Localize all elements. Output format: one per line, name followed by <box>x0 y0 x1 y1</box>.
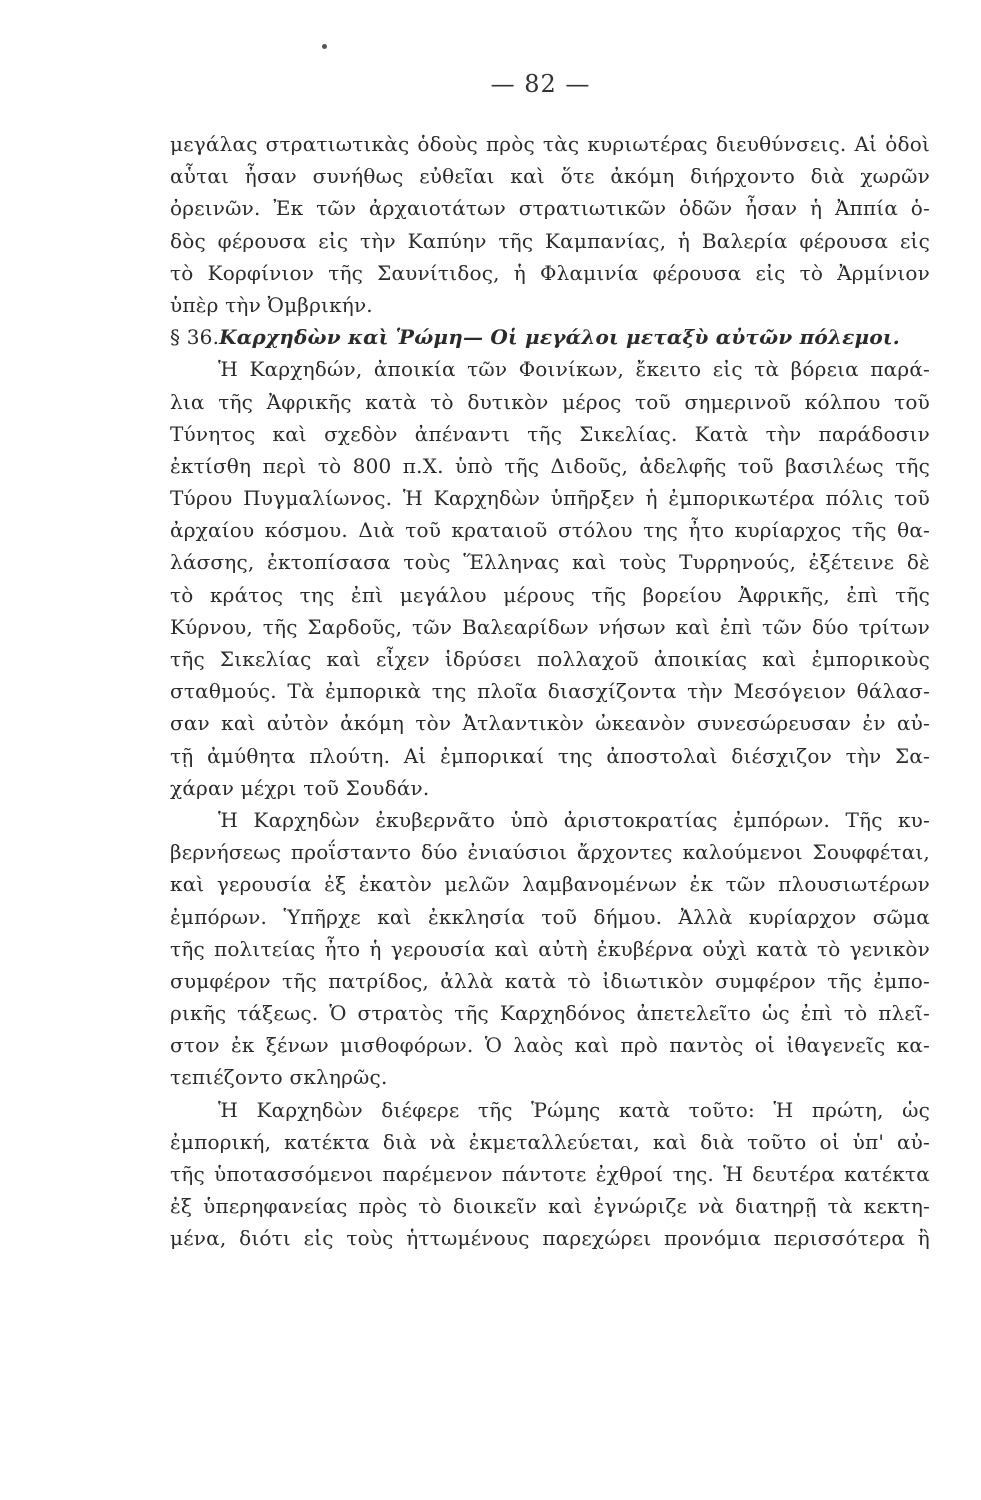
text-line: ἐμπορική, κατέκτα διὰ νὰ ἐκμεταλλεύεται, καὶ διὰ τοῦτο οἱ ὑπ' αὐ- <box>170 1129 930 1154</box>
text-line: αὗται ἦσαν συνήθως εὐθεῖαι καὶ ὅτε ἀκόμη διήρχοντο διὰ χωρῶν <box>170 164 930 189</box>
text-line: Τύνητος καὶ σχεδὸν ἀπέναντι τῆς Σικελίας. Κατὰ τὴν παράδοσιν <box>170 421 930 446</box>
text-line: συμφέρον τῆς πατρίδος, ἀλλὰ κατὰ τὸ ἰδιωτικὸν συμφέρον τῆς ἐμπο- <box>170 968 930 993</box>
text-line: ἐξ ὑπερηφανείας πρὸς τὸ διοικεῖν καὶ ἐγνώριζε νὰ διατηρῇ τὰ κεκτη- <box>170 1194 930 1219</box>
text-line: τεπιέζοντο σκληρῶς. <box>170 1065 388 1090</box>
text-line: μένα, διότι εἰς τοὺς ἡττωμένους παρεχώρει προνόμια περισσότερα ἢ <box>170 1226 930 1251</box>
text-line: ἐμπόρων. Ὑπῆρχε καὶ ἐκκλησία τοῦ δήμου. Ἀλλὰ κυρίαρχον σῶμα <box>170 904 930 929</box>
text-line: λάσσης, ἐκτοπίσασα τοὺς Ἕλληνας καὶ τοὺς Τυρρηνούς, ἐξέτεινε δὲ <box>170 550 930 575</box>
page-number: — 82 — <box>490 70 591 98</box>
text-line: Κύρνου, τῆς Σαρδοῦς, τῶν Βαλεαρίδων νήσων καὶ ἐπὶ τῶν δύο τρίτων <box>170 614 930 639</box>
text-line: Τύρου Πυγμαλίωνος. Ἡ Καρχηδὼν ὑπῆρξεν ἡ ἐμπορικωτέρα πόλις τοῦ <box>170 486 930 511</box>
text-line: στον ἐκ ξένων μισθοφόρων. Ὁ λαὸς καὶ πρὸ παντὸς οἱ ἰθαγενεῖς κα- <box>170 1033 930 1058</box>
text-line: σαν καὶ αὐτὸν ἀκόμη τὸν Ἀτλαντικὸν ὠκεανὸν συνεσώρευσαν ἐν αὐ- <box>170 711 930 736</box>
text-line: Ἡ Καρχηδὼν διέφερε τῆς Ῥώμης κατὰ τοῦτο: Ἡ πρώτη, ὡς <box>218 1097 930 1122</box>
text-line: λια τῆς Ἀφρικῆς κατὰ τὸ δυτικὸν μέρος τοῦ σημερινοῦ κόλπου τοῦ <box>170 389 930 414</box>
text-line: καὶ γερουσία ἐξ ἑκατὸν μελῶν λαμβανομένων ἐκ τῶν πλουσιωτέρων <box>170 872 930 897</box>
text-line: μεγάλας στρατιωτικὰς ὁδοὺς πρὸς τὰς κυριωτέρας διευθύνσεις. Αἱ ὁδοὶ <box>170 132 930 156</box>
body-text <box>170 128 930 1255</box>
text-line: Ἡ Καρχηδὼν ἐκυβερνᾶτο ὑπὸ ἀριστοκρατίας ἐμπόρων. Τῆς κυ- <box>218 807 930 832</box>
section-heading <box>170 321 930 353</box>
text-line: τῇ ἀμύθητα πλούτη. Αἱ ἐμπορικαί της ἀποστολαὶ διέσχιζον τὴν Σα- <box>170 743 930 768</box>
text-line: δὸς φέρουσα εἰς τὴν Καπύην τῆς Καμπανίας, ἡ Βαλερία φέρουσα εἰς <box>170 228 930 253</box>
text-line: ρικῆς τάξεως. Ὁ στρατὸς τῆς Καρχηδόνος ἀπετελεῖτο ὡς ἐπὶ τὸ πλεῖ- <box>170 1001 930 1026</box>
text-line: ὀρεινῶν. Ἐκ τῶν ἀρχαιοτάτων στρατιωτικῶν ὁδῶν ἦσαν ἡ Ἀππία ὁ- <box>170 196 930 221</box>
text-line: τῆς ὑποτασσόμενοι παρέμενον πάντοτε ἐχθροί της. Ἡ δευτέρα κατέκτα <box>170 1162 930 1186</box>
text-line: βερνήσεως προΐσταντο δύο ἐνιαύσιοι ἄρχοντες καλούμενοι Σουφφέται, <box>170 840 930 865</box>
text-line: Ἡ Καρχηδών, ἀποικία τῶν Φοινίκων, ἔκειτο εἰς τὰ βόρεια παρά- <box>218 357 930 382</box>
text-line: τῆς πολιτείας ἦτο ἡ γερουσία καὶ αὐτὴ ἐκυβέρνα οὐχὶ κατὰ τὸ γενικὸν <box>170 936 930 961</box>
text-line: ἀρχαίου κόσμου. Διὰ τοῦ κραταιοῦ στόλου της ἦτο κυρίαρχος τῆς θα- <box>170 518 930 543</box>
text-line: ἐκτίσθη περὶ τὸ 800 π.Χ. ὑπὸ τῆς Διδοῦς, ἀδελφῆς τοῦ βασιλέως τῆς <box>170 453 930 478</box>
text-line: τῆς Σικελίας καὶ εἶχεν ἱδρύσει πολλαχοῦ ἀποικίας καὶ ἐμπορικοὺς <box>170 647 930 671</box>
text-line: τὸ Κορφίνιον τῆς Σαυνίτιδος, ἡ Φλαμινία φέρουσα εἰς τὸ Ἀρμίνιον <box>170 260 930 285</box>
section-title: Καρχηδὼν καὶ Ῥώμη— Οἱ μεγάλοι μεταξὺ αὐτῶν πόλεμοι. <box>219 325 900 350</box>
text-line: χάραν μέχρι τοῦ Σουδάν. <box>170 775 430 800</box>
text-line: ὑπὲρ τὴν Ὀμβρικήν. <box>170 292 373 317</box>
section-number: § 36. <box>170 325 220 350</box>
text-line: τὸ κράτος της ἐπὶ μεγάλου μέρους τῆς βορείου Ἀφρικῆς, ἐπὶ τῆς <box>170 582 930 607</box>
ink-dot <box>322 44 327 49</box>
text-line: σταθμούς. Τὰ ἐμπορικὰ της πλοῖα διασχίζοντα τὴν Μεσόγειον θάλασ- <box>170 679 930 704</box>
